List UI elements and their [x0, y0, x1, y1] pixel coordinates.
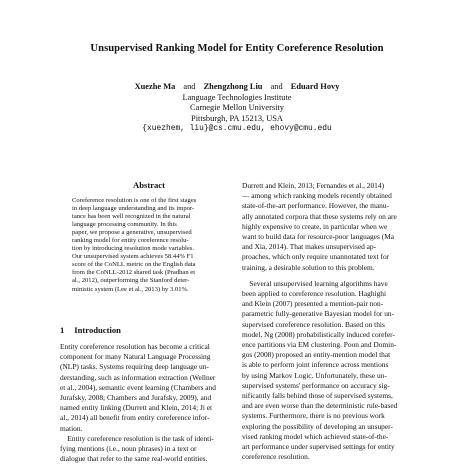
body-line: and are even worse than the deterministic rule-based [242, 401, 398, 411]
body-line: nificantly falls behind those of supervised systems, [242, 391, 393, 401]
body-line: highly expensive to create, in particular when we [242, 221, 388, 231]
abstract-line: tance has been well recognized in the natural [72, 213, 191, 221]
body-line: is able to perform joint inference across mentions [242, 360, 389, 370]
body-line: Durrett and Klein, 2013; Fernandes et al., 2014) [242, 181, 385, 190]
body-line: derstanding, such as information extraction (Wellner [60, 372, 216, 382]
body-line: vised ranking model which achieved state-of-the- [242, 431, 389, 441]
abstract-body [72, 197, 228, 294]
affiliation-line: Carnegie Mellon University [190, 103, 284, 113]
author-separator: and [270, 82, 283, 91]
affiliation-line: Language Technologies Institute [182, 92, 292, 102]
body-line: mation. [60, 423, 83, 433]
body-line: component for many Natural Language Processing [60, 352, 211, 362]
abstract-line: ranking model for entity coreference resolu- [72, 237, 189, 245]
abstract-line: from the CoNLL-2012 shared task (Pradhan et [72, 269, 196, 277]
body-line: (NLP) tasks. Systems requiring deep language un- [60, 362, 209, 372]
body-line: et al., 2004), semantic event learning (Chambers and [60, 382, 216, 392]
section-number: 1 [60, 325, 65, 335]
body-line: al., 2014) all benefit from entity coreference infor- [60, 413, 210, 423]
section-title: Introduction [74, 325, 121, 335]
abstract-line: in deep language understanding and its impor- [72, 205, 195, 213]
body-line: exploring the possibility of developing an unsuper- [242, 421, 393, 431]
author-email: {xuezhem, liu}@cs.cmu.edu, ehovy@cmu.edu [142, 124, 332, 134]
abstract-line: al., 2012), outperforming the Stanford deter- [72, 277, 190, 285]
abstract-line: score of the CoNLL metric on the English data [72, 261, 196, 269]
body-line: parametric fully-generative Bayesian model for un- [242, 309, 395, 319]
abstract-line: language processing community. In this [72, 221, 177, 229]
body-line: coreference resolution. [242, 452, 310, 462]
paper-title: Unsupervised Ranking Model for Entity Coreference Resolution [90, 43, 384, 54]
body-line: systems. Furthermore, there is no previous work [242, 411, 385, 421]
body-line: Several unsupervised learning algorithms have [242, 278, 388, 288]
author-name: Xuezhe Ma [134, 82, 176, 91]
body-line: art performance under supervised settings for entity [242, 442, 395, 452]
body-line: want to build data for resource-poor languages (Ma [242, 232, 395, 242]
abstract-line: ministic system (Lee et al., 2013) by 3.01%. [72, 285, 189, 293]
abstract-line: paper, we propose a generative, unsupervised [72, 229, 192, 237]
body-line: gos (2008) proposed an entity-mention model that [242, 350, 391, 360]
body-line: been applied to coreference resolution. Haghighi [242, 289, 387, 299]
body-line: dialogue that refer to the same real-world entities. [60, 454, 208, 464]
author-block [0, 82, 474, 135]
body-line: and Klein (2007) presented a mention-pair non- [242, 299, 384, 309]
body-line: — among which ranking models recently obtained [242, 191, 392, 201]
body-line: state-of-the-art performance. However, the manu- [242, 201, 390, 211]
body-line: training, a desirable solution to this problem. [242, 262, 375, 272]
body-line: model, Ng (2008) probabilistically induced corefer- [242, 329, 395, 339]
body-line: supervised coreference resolution. Based on this [242, 319, 385, 329]
body-line: proaches, which only require unannotated text for [242, 252, 390, 262]
section-heading [60, 325, 121, 335]
right-column [242, 181, 422, 462]
body-line: supervised systems' performance on accuracy sig- [242, 380, 390, 390]
body-line: named entity linking (Durrett and Klein, 2014; Ji et [60, 403, 213, 413]
abstract-heading: Abstract [133, 180, 165, 190]
body-line: ence partitions via EM clustering. Poon and Domin- [242, 340, 397, 350]
intro-body [60, 342, 238, 464]
affiliation-line: Pittsburgh, PA 15213, USA [191, 113, 283, 123]
author-name: Zhengzhong Liu [203, 82, 263, 91]
body-line: Jurafsky, 2008; Chambers and Jurafsky, 2009), and [60, 393, 212, 403]
body-line: fying mentions (i.e., noun phrases) in a text or [60, 444, 197, 454]
author-name: Eduard Hovy [290, 82, 340, 91]
body-line: Entity coreference resolution is the task of identi- [60, 433, 214, 443]
abstract-line: Our unsupervised system achieves 58.44% F1 [72, 253, 194, 261]
abstract-line: tion by introducing resolution mode variables. [72, 245, 194, 253]
body-line: Entity coreference resolution has become a critical [60, 342, 210, 351]
author-names [0, 82, 474, 93]
body-line: ally annotated corpora that these systems rely on are [242, 211, 397, 221]
body-line: by using Markov Logic. Unfortunately, these un- [242, 370, 387, 380]
author-separator: and [183, 82, 196, 91]
abstract-line: Coreference resolution is one of the first stages [72, 197, 197, 204]
body-line: and Xia, 2014). That makes unsupervised ap- [242, 242, 377, 252]
